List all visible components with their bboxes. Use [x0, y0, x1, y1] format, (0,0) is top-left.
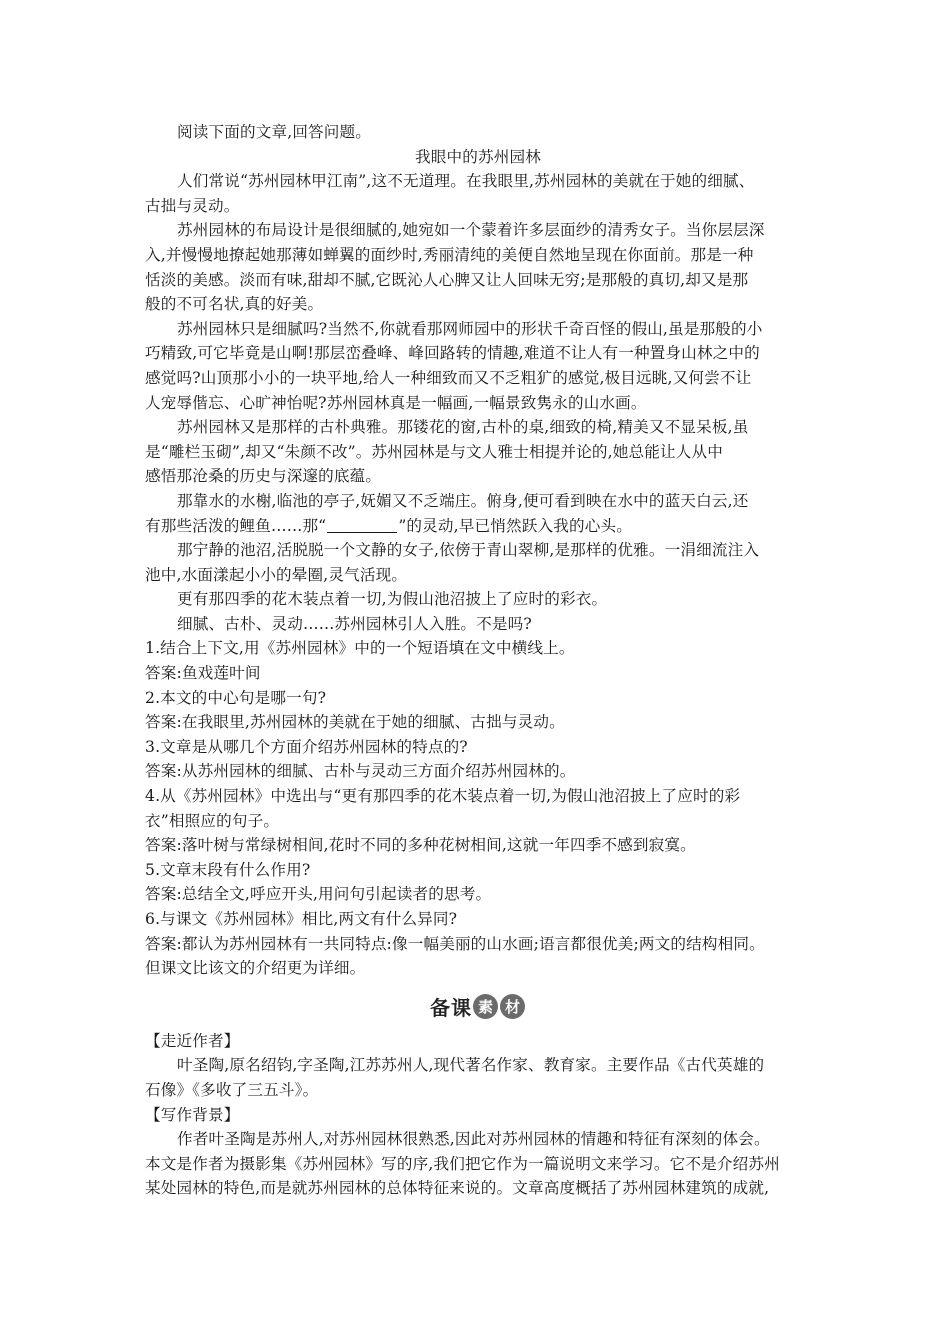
- paragraph-2-line: 恬淡的美感。淡而有味,甜却不腻,它既沁人心脾又让人回味无穷;是那般的真切,却又是那: [145, 270, 749, 289]
- paragraph-4-line: 苏州园林又是那样的古朴典雅。那镂花的窗,古朴的桌,细致的椅,精美又不显呆板,虽: [177, 418, 749, 437]
- author-line: 石像》《多收了三五斗》。: [145, 1080, 319, 1099]
- section-title-char: 课: [451, 996, 472, 1021]
- paragraph-4-line: 感悟那沧桑的历史与深邃的底蕴。: [145, 467, 382, 486]
- question-2: 2.本文的中心句是哪一句?: [145, 688, 327, 707]
- paragraph-5-line-with-blank: [145, 514, 811, 539]
- blank-prefix: 有那些活泼的鲤鱼……那“: [145, 516, 327, 535]
- paragraph-3-line: 感觉吗?山顶那小小的一块平地,给人一种细致而又不乏粗犷的感觉,极目远眺,又何尝不让: [145, 368, 752, 387]
- author-heading: 【走近作者】: [145, 1031, 240, 1050]
- paragraph-5-line: 那靠水的水榭,临池的亭子,妩媚又不乏端庄。俯身,便可看到映在水中的蓝天白云,还: [177, 491, 749, 510]
- paragraph-2-line: 般的不可名状,真的好美。: [145, 295, 324, 314]
- background-line: 本文是作者为摄影集《苏州园林》写的序,我们把它作为一篇说明文来学习。它不是介绍苏州: [145, 1154, 780, 1173]
- paragraph-3-line: 人宠辱偕忘、心旷神怡呢?苏州园林真是一幅画,一幅景致隽永的山水画。: [145, 393, 647, 412]
- section-title-char: 备: [430, 996, 451, 1021]
- paragraph-6-line: 池中,水面漾起小小的晕圈,灵气活现。: [145, 565, 408, 584]
- answer-6: 答案:都认为苏州园林有一共同特点:像一幅美丽的山水画;语言都很优美;两文的结构相同。: [145, 934, 765, 953]
- section-title-char-circled: 材: [500, 994, 525, 1019]
- article-title: 我眼中的苏州园林: [415, 147, 541, 166]
- answer-5: 答案:总结全文,呼应开头,用问句引起读者的思考。: [145, 885, 492, 904]
- fill-in-blank: [327, 518, 397, 533]
- author-line: 叶圣陶,原名绍钧,字圣陶,江苏苏州人,现代著名作家、教育家。主要作品《古代英雄的: [177, 1056, 765, 1075]
- paragraph-1-line: 人们常说“苏州园林甲江南”,这不无道理。在我眼里,苏州园林的美就在于她的细腻、: [177, 172, 755, 191]
- paragraph-3-line: 苏州园林只是细腻吗?当然不,你就看那网师园中的形状千奇百怪的假山,虽是那般的小: [177, 319, 763, 338]
- question-5: 5.文章末段有什么作用?: [145, 860, 311, 879]
- paragraph-8: 细腻、古朴、灵动……苏州园林引人入胜。不是吗?: [177, 614, 532, 633]
- question-1: 1.结合上下文,用《苏州园林》中的一个短语填在文中横线上。: [145, 639, 575, 658]
- reading-intro: 阅读下面的文章,回答问题。: [177, 123, 372, 141]
- answer-1: 答案:鱼戏莲叶间: [145, 664, 261, 683]
- background-heading: 【写作背景】: [145, 1105, 240, 1124]
- paragraph-2-line: 苏州园林的布局设计是很细腻的,她宛如一个蒙着许多层面纱的清秀女子。当你层层深: [177, 221, 765, 240]
- paragraph-4-line: 是“雕栏玉砌”,却又“朱颜不改”。苏州园林是与文人雅士相提并论的,她总能让人从中: [145, 442, 723, 461]
- document-page: [145, 120, 811, 1201]
- answer-3: 答案:从苏州园林的细腻、古朴与灵动三方面介绍苏州园林的。: [145, 762, 576, 781]
- question-4: 衣”相照应的句子。: [145, 811, 280, 830]
- answer-2: 答案:在我眼里,苏州园林的美就在于她的细腻、古拙与灵动。: [145, 713, 565, 732]
- paragraph-2-line: 入,并慢慢地撩起她那薄如蝉翼的面纱时,秀丽清纯的美便自然地呈现在你面前。那是一种: [145, 245, 754, 264]
- section-title-banner: [145, 985, 811, 1029]
- question-6: 6.与课文《苏州园林》相比,两文有什么异同?: [145, 910, 458, 928]
- question-4: 4.从《苏州园林》中选出与“更有那四季的花木装点着一切,为假山池沼披上了应时的彩: [145, 787, 741, 806]
- paragraph-1-line: 古拙与灵动。: [145, 196, 240, 215]
- answer-6: 但课文比该文的介绍更为详细。: [145, 959, 366, 978]
- paragraph-7: 更有那四季的花木装点着一切,为假山池沼披上了应时的彩衣。: [177, 590, 608, 609]
- paragraph-6-line: 那宁静的池沼,活脱脱一个文静的女子,依傍于青山翠柳,是那样的优雅。一涓细流注入: [177, 541, 760, 560]
- blank-suffix: ”的灵动,早已悄然跃入我的心头。: [398, 516, 632, 535]
- background-line: 作者叶圣陶是苏州人,对苏州园林很熟悉,因此对苏州园林的情趣和特征有深刻的体会。: [177, 1130, 770, 1149]
- question-3: 3.文章是从哪几个方面介绍苏州园林的特点的?: [145, 737, 468, 756]
- section-title-char-circled: 素: [473, 994, 498, 1019]
- answer-4: 答案:落叶树与常绿树相间,花时不同的多种花树相间,这就一年四季不感到寂寞。: [145, 836, 696, 855]
- background-line: 某处园林的特色,而是就苏州园林的总体特征来说的。文章高度概括了苏州园林建筑的成就,: [145, 1179, 770, 1198]
- paragraph-3-line: 巧精致,可它毕竟是山啊!那层峦叠峰、峰回路转的情趣,难道不让人有一种置身山林之中的: [145, 344, 760, 363]
